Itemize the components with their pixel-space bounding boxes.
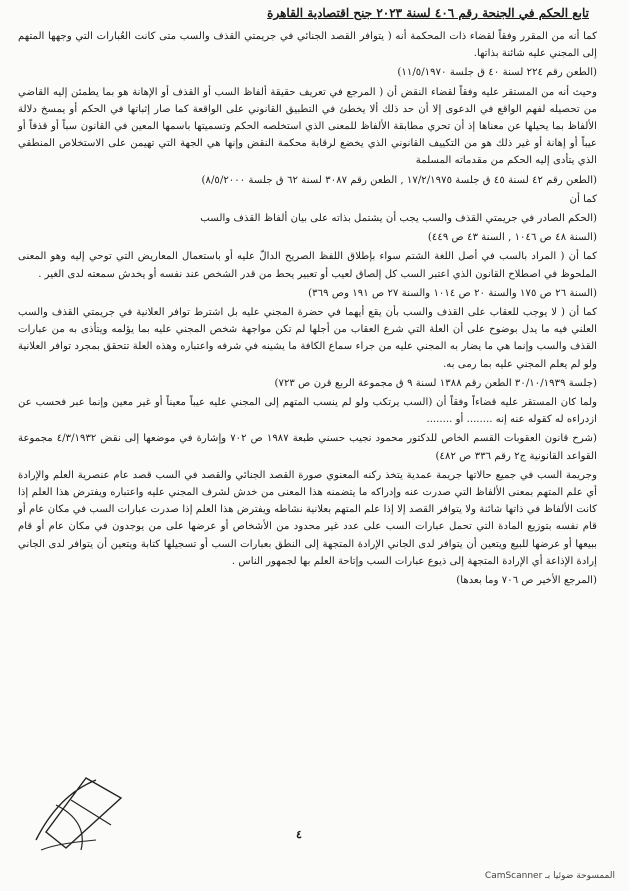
paragraph: كما أن ( المراد بالسب في أصل اللغة الشتم سواء بإطلاق اللفظ الصريح الدالّ عليه أو باستعمال المعاريض التي توحي إليه وهو المعنى الملحوظ في اصطلاح القانون الذي اعتبر السب كل إلصاق لعيب أو تعبير يحط من قدر الشخص عند نفسه أو يخدش سمعته لدى الغير . <box>18 251 597 280</box>
paragraph-reference: (الطعن رقم ٤٢ لسنة ٤٥ ق جلسة ١٧/٢/١٩٧٥ , الطعن رقم ٣٠٨٧ لسنة ٦٢ ق جلسة ٨/٥/٢٠٠٠) <box>201 174 597 186</box>
paragraph: كما أن ( لا يوجب للعقاب على القذف والسب بأن يقع أيهما في حضرة المجني عليه بل اشترط توافر العلانية في جريمتي القذف والسب العلني فيه ما يدل بوضوح على أن العلة التي شرع العقاب من أجلها لم تكن مواجهة شخص المجني عليه بما يؤلمه ويتأذى به من عبارات القذف والسب وإنما هي ما يضار به المجني عليه من جراء سماع الكافة ما يشينه في شرفه واعتباره وهذه العلة تتحقق بمجرد توافر العلانية ولو لم يعلم المجني عليه بما رمى به. <box>18 307 597 370</box>
paragraph: وحيث أنه من المستقر عليه وفقاً لقضاء النقض أن ( المرجع في تعريف حقيقة ألفاظ السب أو القذف أو الإهانة هو بما يطمئن إليه القاضي من تحصيله لفهم الواقع في الدعوى إلا أن حد ذلك ألا يخطئ في التطبيق القانوني على الواقعة كما صار إثباتها في الحكم أو يمسخ دلالة الألفاظ بما يحيلها عن معناها إذ أن تحري مطابقة الألفاظ للمعنى الذي استخلصه الحكم وتسميتها باسمها المعين في القانون سباً أو قذفاً أو عيباً أو إهانة أو غير ذلك هو من التكييف القانوني الذي يخضع لرقابة محكمة النقض وإنها هي الجهة التي تهيمن على الاستخلاص المنطقي الذي يتأدى إليه الحكم من مقدماته المسلمة <box>18 86 597 167</box>
document-body <box>18 28 597 591</box>
handwritten-signature <box>26 770 136 860</box>
paragraph: (الحكم الصادر في جريمتي القذف والسب يجب أن يشتمل بذاته على بيان ألفاظ القذف والسب <box>200 213 597 225</box>
paragraph-reference: (السنة ٤٨ ص ١٠٤٦ , السنة ٤٣ ص ٤٤٩) <box>427 232 597 244</box>
paragraph-reference: (السنة ٢٦ ص ١٧٥ والسنة ٢٠ ص ١٠١٤ والسنة ٢٧ ص ١٩١ وص ٣٦٩) <box>308 287 597 299</box>
paragraph-reference: (المرجع الأخير ص ٧٠٦ وما بعدها) <box>456 575 597 587</box>
paragraph-reference: (جلسة ٣٠/١٠/١٩٣٩ الطعن رقم ١٣٨٨ لسنة ٩ ق مجموعة الربع قرن ص ٧٢٣) <box>274 377 597 389</box>
paragraph: وجريمة السب في جميع حالاتها جريمة عمدية يتخذ ركنه المعنوي صورة القصد الجنائي والقصد في السب قصد عام عنصرية العلم والإرادة أي علم المتهم بمعنى الألفاظ التي صدرت عنه وإدراكه ما يتضمنه هذا المعنى من خدش لشرف المجني عليه واعتباره ويفترض هذا العلم إذا كانت الألفاظ في ذاتها شائنة ولا يتوافر القصد إلا إذا علم المتهم بعلانية نشاطه ويفترض هذا العلم إذا صدرت عبارات السب في مكان عام أو قام نفسه بتوزيع المادة التي تحمل عبارات السب على عدد غير محدود من الأشخاص أو عرضها على من يوجدون في مكان عام أو قام ببيعها أو عرضها للبيع ويتعين أن يتوافر لدى الجاني الإرادة المتجهة إلى النطق بعبارات السب أو تسجيلها كتابة ويتعين أن يتوافر لدى الجاني إرادة الإذاعة أي الإرادة المتجهة إلى ذيوع عبارات السب وإتاحة العلم بها لجمهور الناس . <box>18 469 597 567</box>
paragraph: ولما كان المستقر عليه قضاءاً وفقاً أن (السب يرتكب ولو لم ينسب المتهم إلى المجني عليه عيباً معيناً أو غير معين وإنما عبر فحسب عن ازدراءه له كقوله عنه إنه ........ أو ........ <box>18 397 597 426</box>
page-number: ٤ <box>296 828 302 841</box>
paragraph: كما أنه من المقرر وفقاً لقضاء ذات المحكمة أنه ( يتوافر القصد الجنائي في جريمتي القذف والسب متى كانت العُبارات التي وجهها المتهم إلى المجني عليه شائنة بذاتها. <box>18 31 597 60</box>
page-header: تابع الحكم في الجنحة رقم ٤٠٦ لسنة ٢٠٢٣ جنح اقتصادية القاهرة <box>267 6 589 20</box>
paragraph: كما أن <box>569 193 597 205</box>
paragraph-reference: (الطعن رقم ٢٢٤ لسنة ٤٠ ق جلسة ١١/٥/١٩٧٠) <box>397 67 597 79</box>
paragraph: (شرح قانون العقوبات القسم الخاص للدكتور محمود نجيب حسني طبعة ١٩٨٧ ص ٧٠٢ وإشارة في موضعها إلى نقض ٤/٣/١٩٣٢ مجموعة القواعد القانونية ج٢ رقم ٣٣٦ ص ٤٨٢) <box>18 433 597 462</box>
scanner-watermark: الممسوحة ضوئيا بـ CamScanner <box>484 871 615 881</box>
